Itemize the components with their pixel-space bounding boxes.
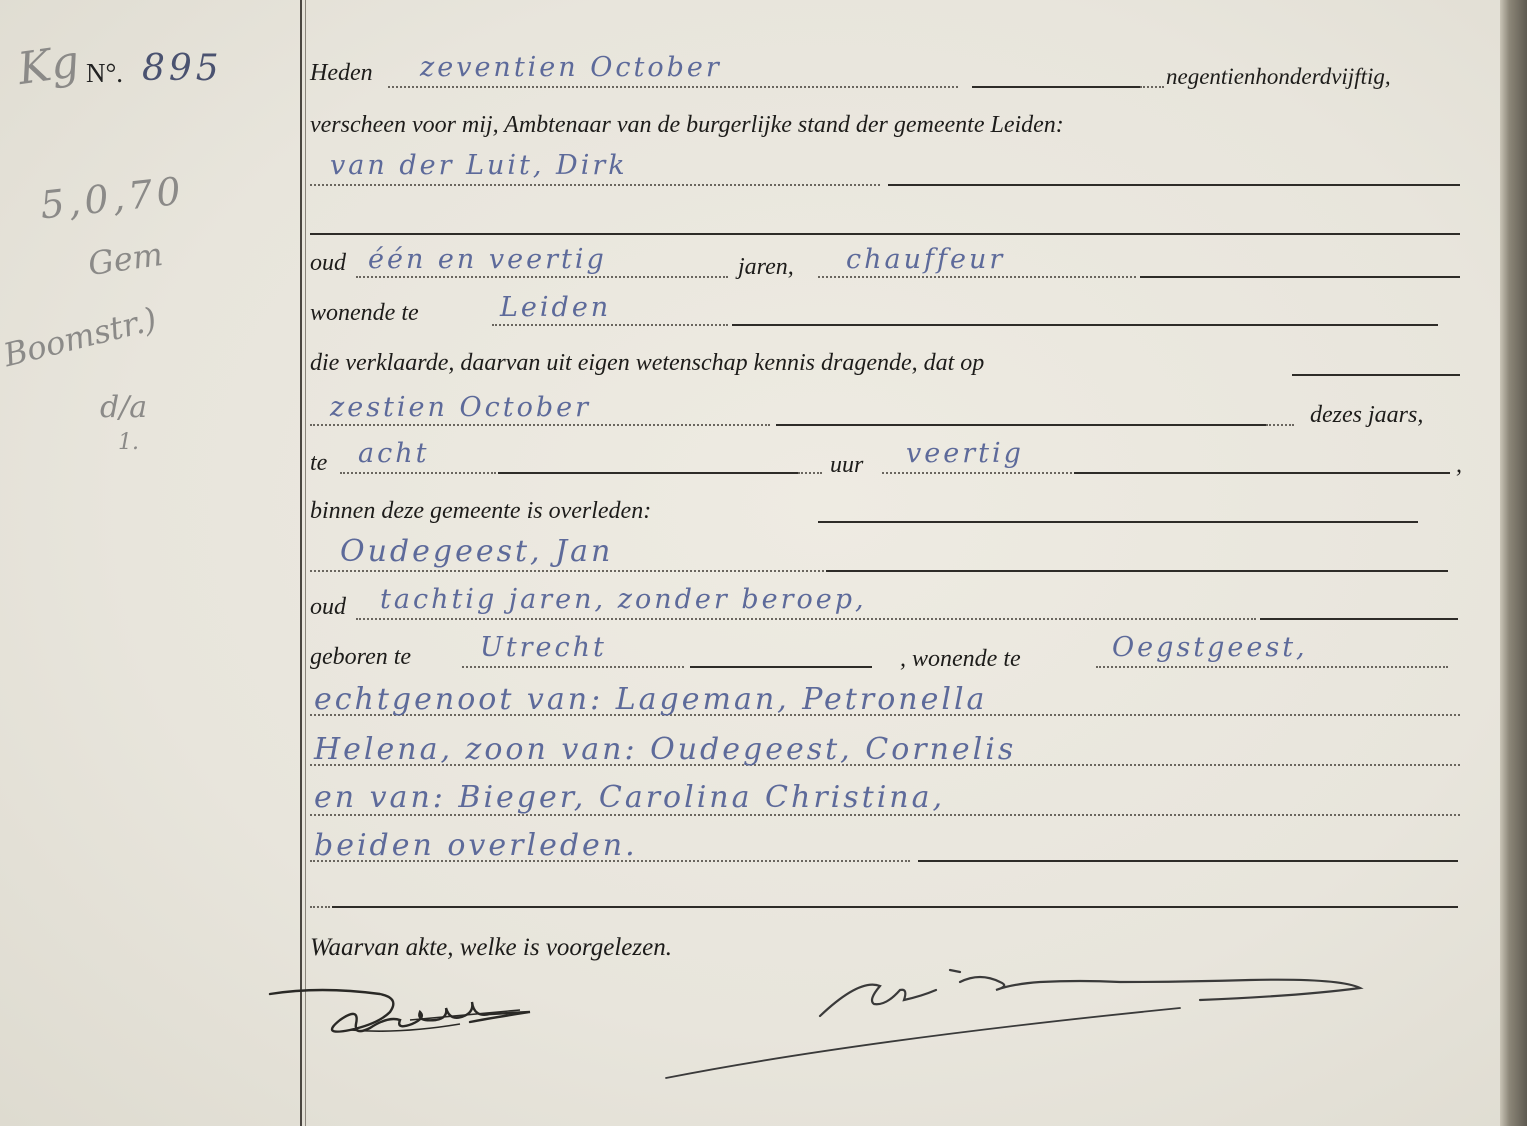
fill-rule xyxy=(1292,374,1460,376)
dotted-fill xyxy=(882,472,1072,474)
dotted-fill xyxy=(818,276,1136,278)
fill-rule xyxy=(826,570,1448,572)
declarant-age: één en veertig xyxy=(368,244,607,275)
dotted-fill xyxy=(388,86,958,88)
pencil-note-kg: Kg xyxy=(14,36,83,95)
dotted-fill xyxy=(1140,86,1164,88)
te-label: te xyxy=(310,450,328,476)
date-written: zeventien October xyxy=(420,52,722,83)
uur-label: uur xyxy=(830,452,864,478)
death-minutes: veertig xyxy=(906,438,1024,469)
birthplace: Utrecht xyxy=(480,632,607,663)
deceased-age-occupation: tachtig jaren, zonder beroep, xyxy=(380,584,867,615)
dotted-fill xyxy=(356,276,728,278)
fill-rule xyxy=(498,472,798,474)
fill-rule xyxy=(1140,276,1460,278)
details-line-2: Helena, zoon van: Oudegeest, Cornelis xyxy=(314,732,1017,767)
dezes-jaars: dezes jaars, xyxy=(1310,402,1424,428)
official-signature xyxy=(660,960,1380,1085)
declarant-residence: Leiden xyxy=(500,292,612,323)
record-number: 895 xyxy=(142,48,223,89)
fill-rule xyxy=(918,860,1458,862)
pencil-note-amount: 5,0,70 xyxy=(38,168,187,228)
details-line-4: beiden overleden. xyxy=(314,828,638,863)
fill-rule xyxy=(1260,618,1458,620)
dotted-fill xyxy=(798,472,822,474)
year-text: negentienhonderdvijftig, xyxy=(1166,64,1391,89)
geboren-te-label: geboren te xyxy=(310,644,412,670)
margin-rule-inner xyxy=(305,0,306,1126)
oud-label-2: oud xyxy=(310,594,346,620)
pencil-note-tail: 1. xyxy=(118,430,139,455)
page-edge xyxy=(1500,0,1527,1126)
declarant-name: van der Luit, Dirk xyxy=(330,150,628,181)
dotted-fill xyxy=(310,906,330,908)
dotted-fill xyxy=(310,184,880,186)
jaren-label: jaren, xyxy=(738,254,794,280)
margin-rule xyxy=(300,0,302,1126)
waarvan-text: Waarvan akte, welke is voorgelezen. xyxy=(310,934,672,961)
binnen-text: binnen deze gemeente is overleden: xyxy=(310,498,652,524)
declarant-signature xyxy=(260,972,560,1052)
details-line-3: en van: Bieger, Carolina Christina, xyxy=(314,780,946,815)
pencil-note-gem: Gem xyxy=(85,234,166,284)
fill-rule xyxy=(972,86,1140,88)
dotted-fill xyxy=(310,424,770,426)
wonende-te-label-2: , wonende te xyxy=(900,646,1021,672)
fill-rule xyxy=(732,324,1438,326)
dotted-fill xyxy=(310,570,824,572)
oud-label: oud xyxy=(310,250,346,276)
heden-label: Heden xyxy=(310,60,373,86)
record-number-label: N°. xyxy=(86,58,124,88)
details-line-1: echtgenoot van: Lageman, Petronella xyxy=(314,682,988,717)
verscheen-text: verscheen voor mij, Ambtenaar van de burgerlijke stand der gemeente Leiden: xyxy=(310,112,1064,138)
deceased-residence: Oegstgeest, xyxy=(1112,632,1308,663)
fill-rule xyxy=(888,184,1460,186)
pencil-note-dja: d/a xyxy=(100,390,148,425)
fill-rule xyxy=(1074,472,1450,474)
dotted-fill xyxy=(1096,666,1448,668)
fill-rule xyxy=(818,521,1418,523)
dotted-fill xyxy=(340,472,496,474)
fill-rule xyxy=(310,233,1460,235)
fill-rule xyxy=(332,906,1458,908)
deceased-name: Oudegeest, Jan xyxy=(340,534,614,569)
dotted-fill xyxy=(1266,424,1294,426)
fill-rule xyxy=(776,424,1266,426)
dotted-fill xyxy=(492,324,728,326)
comma: , xyxy=(1456,452,1462,478)
dotted-fill xyxy=(356,618,1256,620)
death-hour: acht xyxy=(358,438,430,469)
verklaarde-text: die verklaarde, daarvan uit eigen wetenschap kennis dragende, dat op xyxy=(310,350,985,376)
declarant-occupation: chauffeur xyxy=(846,244,1006,275)
death-date: zestien October xyxy=(330,392,592,423)
wonende-te-label: wonende te xyxy=(310,300,419,326)
dotted-fill xyxy=(462,666,684,668)
pencil-note-boom: Boomstr.) xyxy=(0,299,161,375)
fill-rule xyxy=(690,666,872,668)
